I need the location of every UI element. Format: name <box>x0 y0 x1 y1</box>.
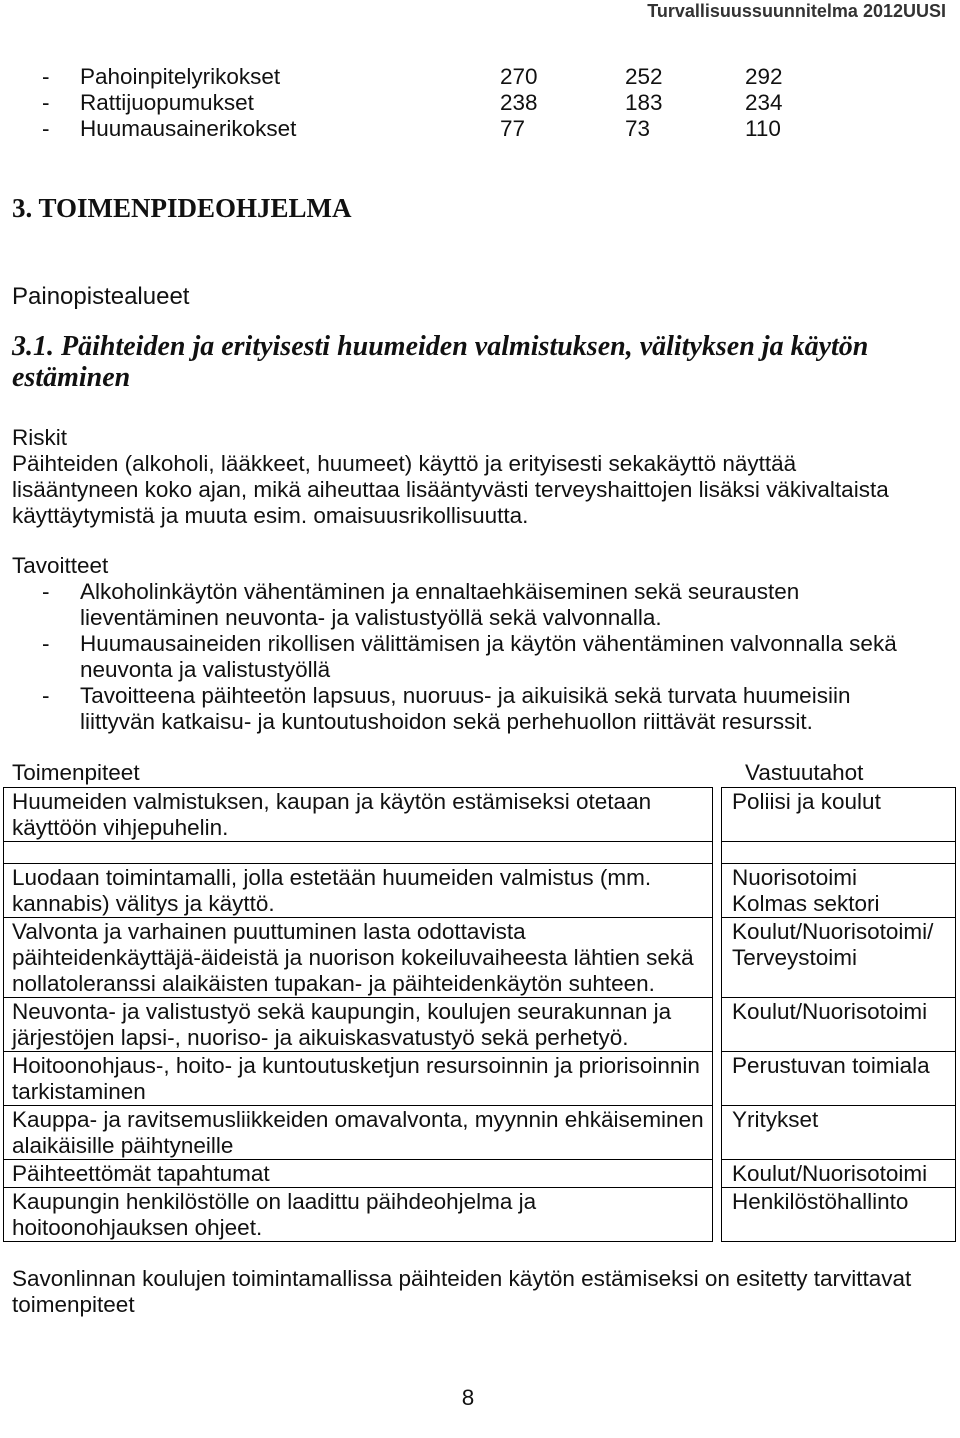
cell-line: alaikäisille päihtyneille <box>12 1133 234 1158</box>
stat-bullet: - <box>42 90 50 115</box>
table-row <box>3 864 956 918</box>
cell-line: Huumeiden valmistuksen, kaupan ja käytön estämiseksi otetaan <box>12 789 652 814</box>
paragraph-line: lisääntyneen koko ajan, mikä aiheuttaa lisääntyvästi terveyshaittojen lisäksi väkivaltaista <box>12 477 889 502</box>
stat-value: 234 <box>745 90 783 115</box>
responsible-cell <box>721 1188 956 1242</box>
table-row <box>3 918 956 998</box>
list-item <box>0 683 960 735</box>
list-item <box>0 579 960 631</box>
cell-line: Kaupungin henkilöstölle on laadittu päihdeohjelma ja <box>12 1189 537 1214</box>
paragraph-line: toimenpiteet <box>12 1292 135 1317</box>
responsible-cell <box>721 1160 956 1188</box>
responsible-cell <box>721 787 956 842</box>
cell-line: kannabis) välitys ja käyttö. <box>12 891 275 916</box>
document-header-title: Turvallisuussuunnitelma 2012UUSI <box>647 1 946 21</box>
cell-line: Hoitoonohjaus-, hoito- ja kuntoutusketjun resursoinnin ja priorisoinnin <box>12 1053 700 1078</box>
list-bullet: - <box>42 579 50 604</box>
column-gap <box>713 842 721 864</box>
column-gap <box>713 1106 721 1160</box>
cell-line: Koulut/Nuorisotoimi <box>732 999 928 1024</box>
stat-value: 110 <box>745 116 781 141</box>
measures-table <box>3 787 956 1242</box>
column-gap <box>713 864 721 918</box>
cell-line: järjestöjen lapsi-, nuoriso- ja aikuiskasvatustyö sekä perhetyö. <box>12 1025 629 1050</box>
column-gap <box>713 1160 721 1188</box>
risks-heading: Riskit <box>12 425 67 450</box>
stat-label: Pahoinpitelyrikokset <box>80 64 281 89</box>
subsection-title-line: estäminen <box>12 362 131 393</box>
cell-line: Luodaan toimintamalli, jolla estetään huumeiden valmistus (mm. <box>12 865 652 890</box>
list-item-line: neuvonta ja valistustyöllä <box>80 657 331 682</box>
actions-column-header: Toimenpiteet <box>12 760 140 785</box>
action-cell <box>3 998 713 1052</box>
table-row-empty <box>3 842 956 864</box>
stat-value: 77 <box>500 116 526 141</box>
paragraph-line: Savonlinnan koulujen toimintamallissa päihteiden käytön estämiseksi on esitetty tarvittavat <box>12 1266 912 1291</box>
column-gap <box>713 787 721 842</box>
goals-heading: Tavoitteet <box>12 553 109 578</box>
responsible-cell <box>721 864 956 918</box>
list-item-line: lieventäminen neuvonta- ja valistustyöllä sekä valvonnalla. <box>80 605 662 630</box>
subsection-title <box>12 331 868 393</box>
cell-line: Terveystoimi <box>732 945 858 970</box>
list-item-line: liittyvän katkaisu- ja kuntoutushoidon sekä perhehuollon riittävät resurssit. <box>80 709 813 734</box>
paragraph-line: käyttäytymistä ja muuta esim. omaisuusrikollisuutta. <box>12 503 529 528</box>
cell-line: Koulut/Nuorisotoimi <box>732 1161 928 1186</box>
section-heading: 3. TOIMENPIDEOHJELMA <box>12 193 352 223</box>
cell-line: päihteidenkäyttäjä-äideistä ja nuorison kokeiluvaiheesta lähtien sekä <box>12 945 694 970</box>
responsible-column-header: Vastuutahot <box>745 760 864 785</box>
responsible-cell <box>721 842 956 864</box>
action-cell <box>3 787 713 842</box>
responsible-cell <box>721 918 956 998</box>
cell-line: nollatoleranssi alaikäisten tupakan- ja päihteidenkäytön suhteen. <box>12 971 655 996</box>
column-gap <box>713 918 721 998</box>
stat-value: 270 <box>500 64 538 89</box>
cell-line: Neuvonta- ja valistustyö sekä kaupungin, koulujen seurakunnan ja <box>12 999 672 1024</box>
stat-value: 183 <box>625 90 663 115</box>
responsible-cell <box>721 998 956 1052</box>
cell-line: Kolmas sektori <box>732 891 880 916</box>
subsection-title-line: 3.1. Päihteiden ja erityisesti huumeiden valmistuksen, välityksen ja käytön <box>12 331 869 362</box>
cell-line: Poliisi ja koulut <box>732 789 881 814</box>
cell-line: Valvonta ja varhainen puuttuminen lasta odottavista <box>12 919 526 944</box>
action-cell <box>3 842 713 864</box>
cell-line: Kauppa- ja ravitsemusliikkeiden omavalvonta, myynnin ehkäiseminen <box>12 1107 704 1132</box>
stat-label: Huumausainerikokset <box>80 116 297 141</box>
column-gap <box>713 998 721 1052</box>
table-row <box>3 787 956 842</box>
stat-value: 252 <box>625 64 663 89</box>
list-item-line: Huumausaineiden rikollisen välittämisen ja käytön vähentäminen valvonnalla sekä <box>80 631 897 656</box>
responsible-cell <box>721 1106 956 1160</box>
focus-areas-label: Painopistealueet <box>12 283 190 310</box>
action-cell <box>3 864 713 918</box>
table-row <box>3 1106 956 1160</box>
action-cell <box>3 1052 713 1106</box>
cell-line: hoitoonohjauksen ohjeet. <box>12 1215 263 1240</box>
cell-line: Perustuvan toimiala <box>732 1053 930 1078</box>
goals-list <box>0 579 960 735</box>
action-cell <box>3 918 713 998</box>
responsible-cell <box>721 1052 956 1106</box>
stat-label: Rattijuopumukset <box>80 90 254 115</box>
cell-line: tarkistaminen <box>12 1079 146 1104</box>
list-item <box>0 631 960 683</box>
cell-line: Koulut/Nuorisotoimi/ <box>732 919 934 944</box>
column-gap <box>713 1188 721 1242</box>
closing-paragraph <box>12 1266 911 1318</box>
cell-line: Nuorisotoimi <box>732 865 858 890</box>
stat-value: 292 <box>745 64 783 89</box>
stat-value: 73 <box>625 116 651 141</box>
table-row <box>3 998 956 1052</box>
stat-row <box>0 116 960 142</box>
risks-paragraph <box>12 451 889 529</box>
page-number: 8 <box>461 1385 475 1410</box>
list-bullet: - <box>42 631 50 656</box>
stat-bullet: - <box>42 116 50 141</box>
cell-line: Henkilöstöhallinto <box>732 1189 909 1214</box>
action-cell <box>3 1106 713 1160</box>
stat-row <box>0 90 960 116</box>
stat-row <box>0 64 960 90</box>
paragraph-line: Päihteiden (alkoholi, lääkkeet, huumeet) käyttö ja erityisesti sekakäyttö näyttää <box>12 451 797 476</box>
cell-line: käyttöön vihjepuhelin. <box>12 815 229 840</box>
table-row <box>3 1188 956 1242</box>
table-row <box>3 1052 956 1106</box>
stat-value: 238 <box>500 90 538 115</box>
stat-bullet: - <box>42 64 50 89</box>
action-cell <box>3 1188 713 1242</box>
list-bullet: - <box>42 683 50 708</box>
list-item-line: Tavoitteena päihteetön lapsuus, nuoruus- ja aikuisikä sekä turvata huumeisiin <box>80 683 851 708</box>
list-item-line: Alkoholinkäytön vähentäminen ja ennaltaehkäiseminen sekä seurausten <box>80 579 800 604</box>
crime-statistics <box>0 64 960 142</box>
column-gap <box>713 1052 721 1106</box>
action-cell <box>3 1160 713 1188</box>
cell-line: Yritykset <box>732 1107 819 1132</box>
table-row <box>3 1160 956 1188</box>
cell-line: Päihteettömät tapahtumat <box>12 1161 270 1186</box>
